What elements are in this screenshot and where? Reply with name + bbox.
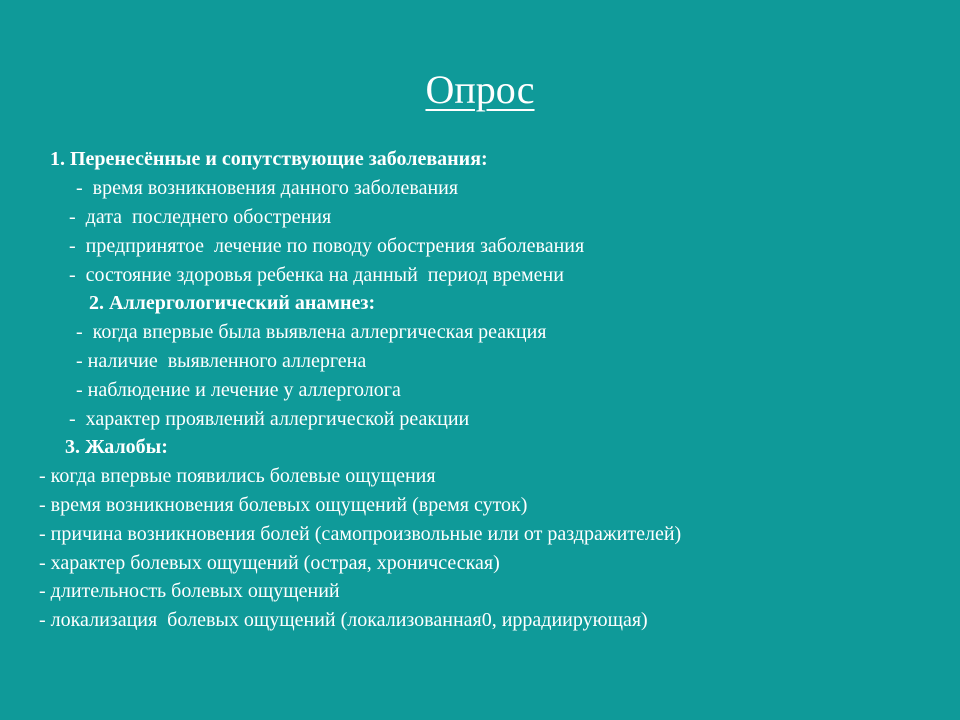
- list-item: - наблюдение и лечение у аллерголога: [76, 379, 401, 401]
- list-item: - время возникновения болевых ощущений (время суток): [39, 494, 528, 516]
- list-item: - наличие выявленного аллергена: [76, 350, 367, 372]
- section-heading-allergy: 2. Аллергологический анамнез:: [89, 292, 376, 314]
- section-heading-complaints: 3. Жалобы:: [65, 436, 168, 458]
- list-item: - предпринятое лечение по поводу обострения заболевания: [69, 235, 585, 257]
- list-item: - состояние здоровья ребенка на данный период времени: [69, 264, 564, 286]
- list-item: - когда впервые появились болевые ощущения: [39, 465, 436, 487]
- list-item: - локализация болевых ощущений (локализованная0, иррадиирующая): [39, 609, 648, 631]
- list-item: - характер болевых ощущений (острая, хроничсеская): [39, 552, 500, 574]
- slide-title: Опрос: [425, 67, 535, 112]
- list-item: - длительность болевых ощущений: [39, 580, 340, 602]
- list-item: - характер проявлений аллергической реакции: [69, 408, 470, 430]
- list-item: - дата последнего обострения: [69, 206, 332, 228]
- list-item: - причина возникновения болей (самопроизвольные или от раздражителей): [39, 523, 682, 545]
- list-item: - когда впервые была выявлена аллергическая реакция: [76, 321, 547, 343]
- list-item: - время возникновения данного заболевания: [76, 177, 459, 199]
- section-heading-comorbidities: 1. Перенесённые и сопутствующие заболевания:: [50, 148, 488, 170]
